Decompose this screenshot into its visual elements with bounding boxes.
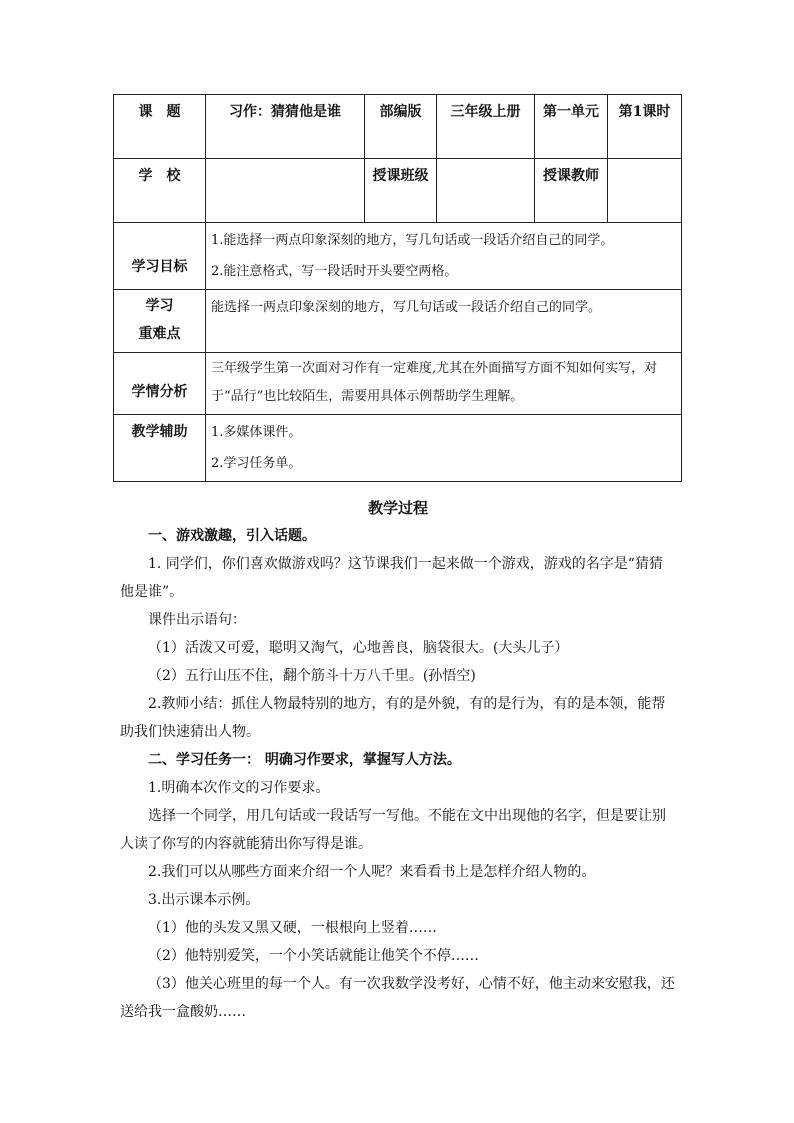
table-row-aids	[114, 415, 682, 482]
teacher-value	[608, 159, 682, 223]
class-value	[437, 159, 535, 223]
analysis-text: 三年级学生第一次面对习作有一定难度,尤其在外面描写方面不知如何实写，对于“品行”也比较陌生，需要用具体示例帮助学生理解。	[206, 353, 682, 415]
s2-paragraph-1: 1.明确本次作文的习作要求。	[148, 780, 330, 796]
key-points-label	[114, 290, 206, 353]
topic-value: 习作：猜猜他是谁	[206, 95, 365, 159]
table-row-goals	[114, 223, 682, 290]
section-1-heading: 一、游戏激趣，引入话题。	[148, 528, 316, 544]
s2-paragraph-7: （3）他关心班里的每一个人。有一次我数学没考好，心情不好，他主动来安慰我，还送给我一盒酸奶……	[120, 976, 675, 1020]
s2-paragraph-3: 2.我们可以从哪些方面来介绍一个人呢？来看看书上是怎样介绍人物的。	[148, 864, 596, 880]
lesson-info-table	[113, 94, 682, 482]
s1-paragraph-5: 2.教师小结：抓住人物最特别的地方，有的是外貌，有的是行为，有的是本领，能帮助我们快速猜出人物。	[120, 696, 666, 740]
aid-item-1: 1.多媒体课件。	[211, 425, 302, 440]
s1-paragraph-1: 1. 同学们，你们喜欢做游戏吗？这节课我们一起来做一个游戏，游戏的名字是“猜猜他是谁”。	[120, 556, 663, 600]
key-points-label-line2: 重难点	[138, 326, 181, 342]
table-row-key-points	[114, 290, 682, 353]
edition-value: 部编版	[365, 95, 437, 159]
s2-paragraph-4: 3.出示课本示例。	[148, 892, 260, 908]
school-value	[206, 159, 365, 223]
topic-label: 课 题	[114, 95, 206, 159]
teaching-process	[120, 494, 676, 1026]
s1-paragraph-2: 课件出示语句：	[148, 612, 246, 628]
key-points-text: 能选择一两点印象深刻的地方，写几句话或一段话介绍自己的同学。	[206, 290, 682, 353]
aid-item-2: 2.学习任务单。	[211, 456, 302, 471]
lesson-value: 第1课时	[608, 95, 682, 159]
key-points-label-line1: 学习	[145, 298, 174, 314]
section-2-heading: 二、学习任务一： 明确习作要求，掌握写人方法。	[148, 752, 461, 768]
process-title: 教学过程	[367, 499, 428, 517]
s1-paragraph-4: （2）五行山压不住，翻个筋斗十万八千里。(孙悟空)	[148, 668, 476, 684]
teacher-label: 授课教师	[535, 159, 608, 223]
analysis-label: 学情分析	[114, 353, 206, 415]
class-label: 授课班级	[365, 159, 437, 223]
aids-label: 教学辅助	[114, 415, 206, 482]
goal-item-2: 2.能注意格式，写一段话时开头要空两格。	[211, 264, 458, 279]
goals-label: 学习目标	[114, 223, 206, 290]
aids-text	[206, 415, 682, 482]
table-row-school	[114, 159, 682, 223]
s2-paragraph-2: 选择一个同学，用几句话或一段话写一写他。不能在文中出现他的名字，但是要让别人读了你写的内容就能猜出你写得是谁。	[120, 808, 666, 852]
grade-value: 三年级上册	[437, 95, 535, 159]
table-row-topic	[114, 95, 682, 159]
s1-paragraph-3: （1）活泼又可爱，聪明又淘气，心地善良，脑袋很大。(大头儿子）	[148, 640, 569, 656]
school-label: 学 校	[114, 159, 206, 223]
goal-item-1: 1.能选择一两点印象深刻的地方，写几句话或一段话介绍自己的同学。	[211, 233, 614, 248]
table-row-analysis	[114, 353, 682, 415]
unit-value: 第一单元	[535, 95, 608, 159]
goals-text	[206, 223, 682, 290]
s2-paragraph-6: （2）他特别爱笑，一个小笑话就能让他笑个不停……	[148, 948, 479, 964]
s2-paragraph-5: （1）他的头发又黑又硬，一根根向上竖着……	[148, 920, 437, 936]
